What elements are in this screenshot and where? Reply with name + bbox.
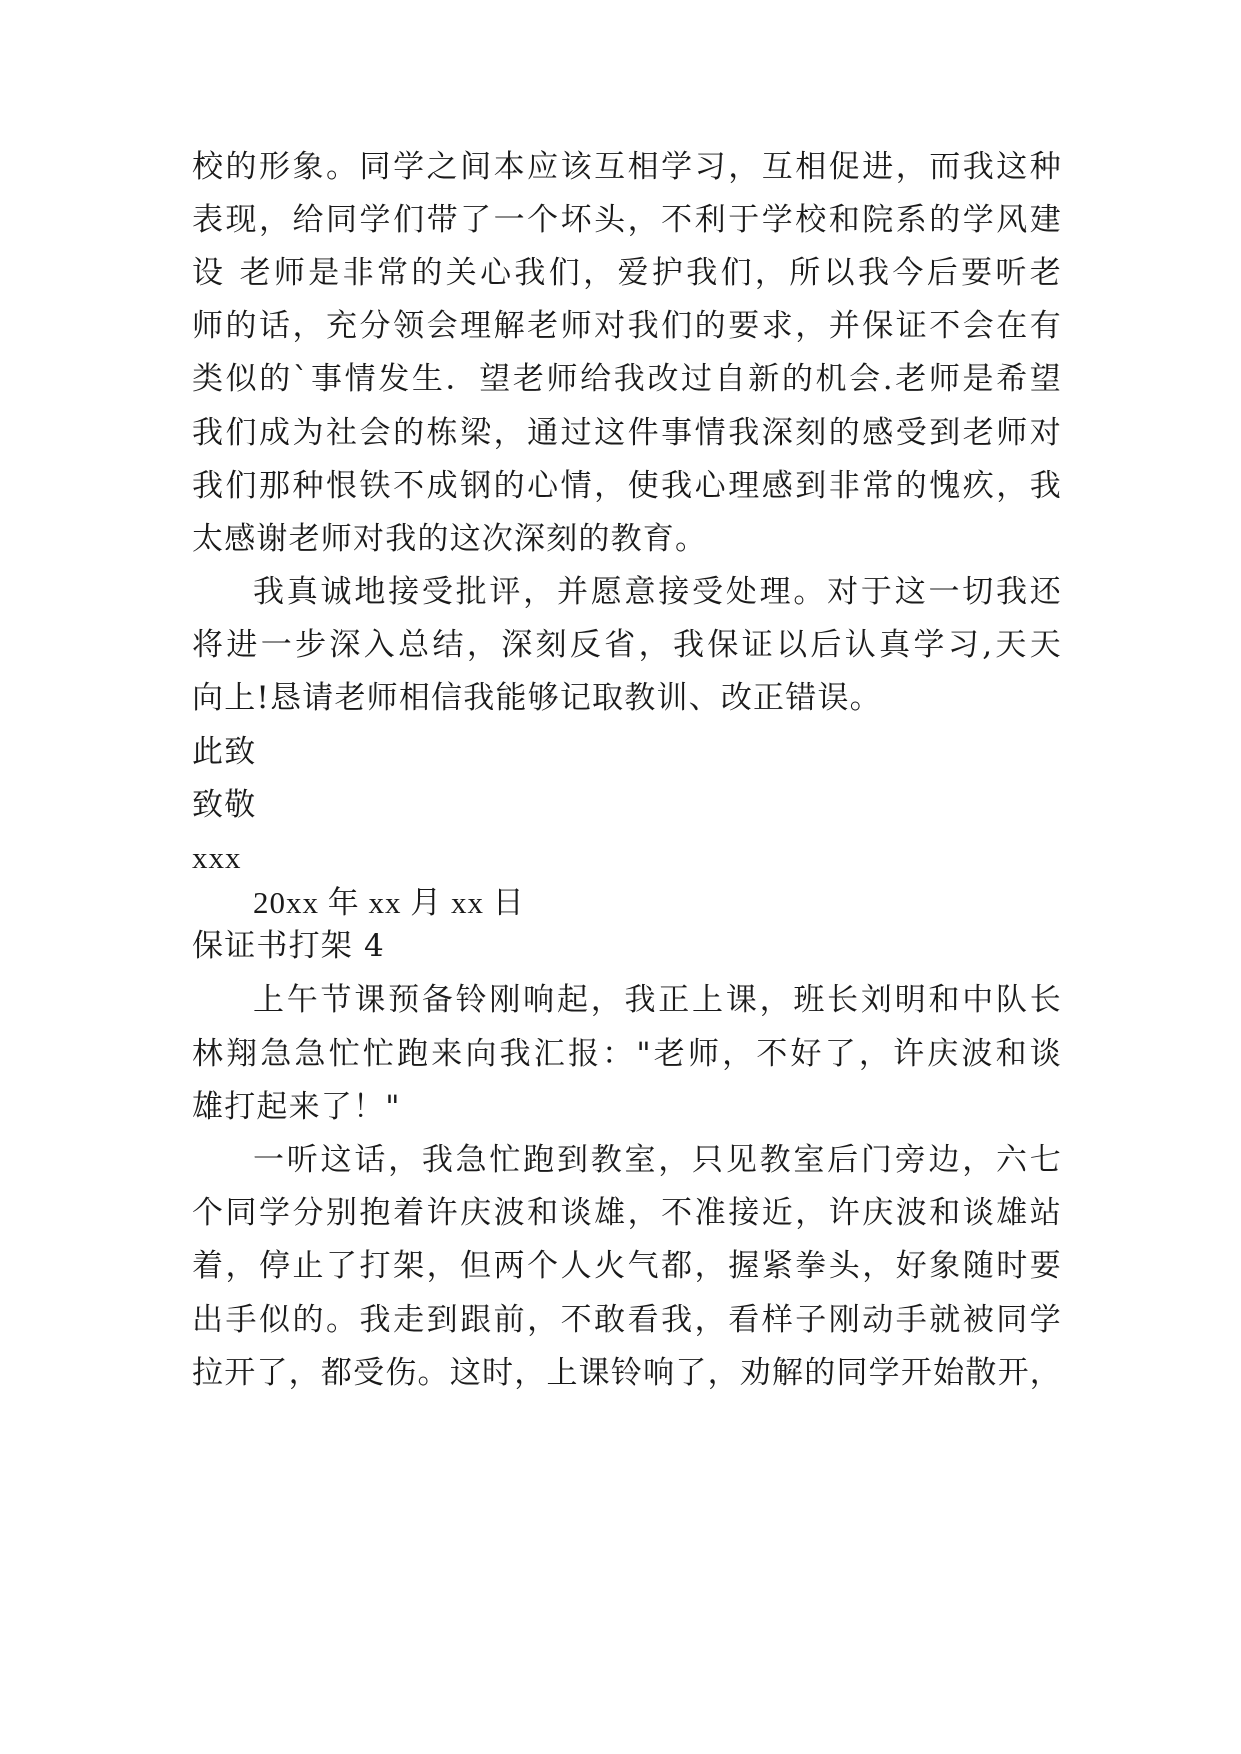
paragraph-line: 上午节课预备铃刚响起，我正上课，班长刘明和中队长	[253, 982, 1062, 1018]
paragraph-line: 太感谢老师对我的这次深刻的教育。	[192, 521, 708, 557]
paragraph-line: 师的话，充分领会理解老师对我们的要求，并保证不会在有	[192, 308, 1062, 344]
paragraph-line: 类似的`事情发生．望老师给我改过自新的机会.老师是希望	[192, 361, 1062, 397]
paragraph-line: 出手似的。我走到跟前，不敢看我，看样子刚动手就被同学	[192, 1302, 1062, 1338]
paragraph-line: 校的形象。同学之间本应该互相学习，互相促进，而我这种	[192, 149, 1062, 185]
paragraph-line: 表现，给同学们带了一个坏头，不利于学校和院系的学风建	[192, 202, 1062, 238]
paragraph-line: 个同学分别抱着许庆波和谈雄，不准接近，许庆波和谈雄站	[192, 1195, 1062, 1231]
paragraph-line: 我们成为社会的栋梁，通过这件事情我深刻的感受到老师对	[192, 415, 1062, 451]
paragraph-line: 着，停止了打架，但两个人火气都，握紧拳头，好象随时要	[192, 1248, 1062, 1284]
closing-regards: 致敬	[192, 787, 257, 823]
signature-name: xxx	[192, 840, 242, 875]
paragraph-line: 雄打起来了！"	[192, 1089, 401, 1125]
paragraph-line: 向上!恳请老师相信我能够记取教训、改正错误。	[192, 680, 882, 716]
paragraph-line: 拉开了，都受伤。这时，上课铃响了，劝解的同学开始散开，	[192, 1355, 1062, 1391]
paragraph-line: 我真诚地接受批评，并愿意接受处理。对于这一切我还	[253, 574, 1062, 610]
section-title: 保证书打架 4	[192, 928, 385, 964]
closing-salutation: 此致	[192, 734, 257, 770]
paragraph-line: 我们那种恨铁不成钢的心情，使我心理感到非常的愧疚，我	[192, 468, 1062, 504]
paragraph-line: 将进一步深入总结，深刻反省，我保证以后认真学习,天天	[192, 627, 1062, 663]
signature-date: 20xx 年 xx 月 xx 日	[253, 885, 525, 920]
paragraph-line: 林翔急急忙忙跑来向我汇报："老师，不好了，许庆波和谈	[192, 1036, 1062, 1072]
paragraph-line: 设 老师是非常的关心我们，爱护我们，所以我今后要听老	[192, 255, 1062, 291]
paragraph-line: 一听这话，我急忙跑到教室，只见教室后门旁边，六七	[253, 1142, 1062, 1178]
